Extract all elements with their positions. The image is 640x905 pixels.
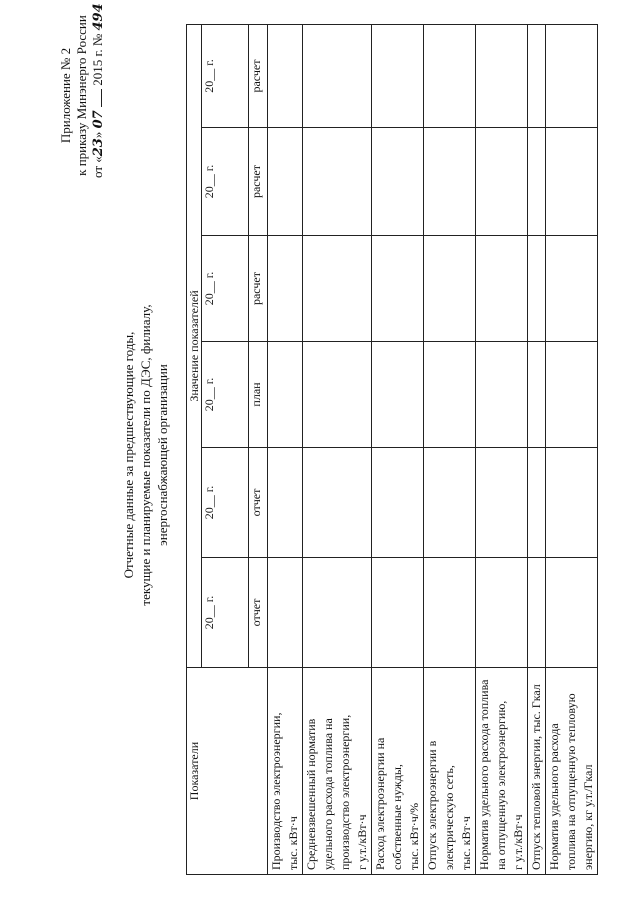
value-cell bbox=[424, 558, 476, 668]
value-cell bbox=[546, 342, 598, 448]
value-cell bbox=[546, 25, 598, 128]
indicator-label bbox=[372, 668, 424, 875]
value-cell bbox=[424, 25, 476, 128]
indicator-label-line: Производство электроэнергии, bbox=[269, 712, 283, 870]
indicator-label-line: электрическую сеть, bbox=[442, 765, 456, 870]
indicator-label-line: Средневзвешенный норматив bbox=[304, 718, 318, 870]
indicator-label-line: тыс. кВт·ч bbox=[459, 816, 473, 870]
value-cell bbox=[546, 558, 598, 668]
type-cell: расчет bbox=[249, 236, 268, 342]
title-line-1: Отчетные данные за предшествующие годы, bbox=[121, 331, 136, 579]
indicator-label-line: Отпуск электроэнергии в bbox=[425, 740, 439, 870]
value-cell bbox=[476, 448, 528, 558]
value-cell bbox=[372, 25, 424, 128]
value-cell bbox=[546, 236, 598, 342]
value-cell bbox=[528, 342, 546, 448]
header-values: Значение показателей bbox=[187, 25, 202, 668]
table-row bbox=[303, 25, 372, 875]
document-title bbox=[120, 280, 171, 630]
value-cell bbox=[424, 236, 476, 342]
type-cell: отчет bbox=[249, 558, 268, 668]
indicator-label-line: энергию, кг у.т./Гкал bbox=[581, 764, 595, 870]
value-cell bbox=[303, 128, 372, 236]
indicator-label-line: удельного расхода топлива на bbox=[321, 718, 335, 870]
year-cell: 20__ г. bbox=[202, 236, 249, 342]
value-cell bbox=[268, 128, 303, 236]
year-cell: 20__ г. bbox=[202, 25, 249, 128]
year-cell: 20__ г. bbox=[202, 342, 249, 448]
indicator-label-line: Отпуск тепловой энергии, тыс. Гкал bbox=[529, 684, 543, 870]
year-cell: 20__ г. bbox=[202, 558, 249, 668]
value-cell bbox=[476, 128, 528, 236]
table-body bbox=[268, 25, 598, 875]
indicators-table bbox=[186, 24, 598, 875]
table-row bbox=[268, 25, 303, 875]
date-year: 2015 г. № bbox=[90, 33, 105, 86]
value-cell bbox=[268, 448, 303, 558]
appendix-order-line: к приказу Минэнерго России bbox=[74, 15, 89, 176]
value-cell bbox=[268, 558, 303, 668]
handwritten-day: 23 bbox=[91, 138, 106, 157]
indicator-label-line: тыс. кВт·ч/% bbox=[407, 802, 421, 870]
indicator-label-line: собственные нужды, bbox=[390, 764, 404, 870]
title-line-3: энергоснабжающей организации bbox=[155, 364, 170, 546]
value-cell bbox=[476, 25, 528, 128]
value-cell bbox=[268, 342, 303, 448]
value-cell bbox=[303, 236, 372, 342]
table-row bbox=[424, 25, 476, 875]
value-cell bbox=[528, 128, 546, 236]
value-cell bbox=[303, 342, 372, 448]
appendix-date-line bbox=[90, 3, 107, 178]
indicator-label-line: г у.т./кВт·ч bbox=[511, 814, 525, 870]
indicator-label-line: на отпущенную электроэнергию, bbox=[494, 700, 508, 870]
value-cell bbox=[424, 128, 476, 236]
value-cell bbox=[528, 25, 546, 128]
value-cell bbox=[528, 448, 546, 558]
value-cell bbox=[303, 558, 372, 668]
value-cell bbox=[372, 236, 424, 342]
value-cell bbox=[476, 558, 528, 668]
appendix-title: Приложение № 2 bbox=[58, 47, 73, 144]
indicator-label-line: г у.т./кВт·ч bbox=[355, 814, 369, 870]
value-cell bbox=[372, 448, 424, 558]
table-row bbox=[528, 25, 546, 875]
handwritten-number: 494 bbox=[91, 3, 106, 31]
indicator-label-line: топлива на отпущенную тепловую bbox=[564, 693, 578, 870]
value-cell bbox=[303, 448, 372, 558]
indicator-label bbox=[268, 668, 303, 875]
table-row bbox=[476, 25, 528, 875]
indicator-label bbox=[303, 668, 372, 875]
value-cell bbox=[476, 342, 528, 448]
indicator-label bbox=[546, 668, 598, 875]
value-cell bbox=[528, 558, 546, 668]
appendix-block bbox=[58, 3, 107, 178]
indicator-label bbox=[528, 668, 546, 875]
value-cell bbox=[546, 128, 598, 236]
indicator-label-line: Норматив удельного расхода bbox=[547, 723, 561, 870]
date-prefix: от « bbox=[90, 156, 105, 178]
indicator-label bbox=[424, 668, 476, 875]
indicator-label bbox=[476, 668, 528, 875]
indicator-label-line: производство электроэнергии, bbox=[338, 714, 352, 870]
type-cell: расчет bbox=[249, 128, 268, 236]
value-cell bbox=[424, 448, 476, 558]
value-cell bbox=[303, 25, 372, 128]
header-indicators: Показатели bbox=[187, 668, 268, 875]
year-cell: 20__ г. bbox=[202, 128, 249, 236]
type-cell: отчет bbox=[249, 448, 268, 558]
type-cell: план bbox=[249, 342, 268, 448]
title-line-2: текущие и планируемые показатели по ДЭС, филиалу, bbox=[138, 304, 153, 606]
value-cell bbox=[528, 236, 546, 342]
indicator-label-line: Расход электроэнергии на bbox=[373, 737, 387, 870]
value-cell bbox=[424, 342, 476, 448]
value-cell bbox=[372, 342, 424, 448]
year-cell: 20__ г. bbox=[202, 448, 249, 558]
value-cell bbox=[546, 448, 598, 558]
value-cell bbox=[268, 236, 303, 342]
value-cell bbox=[372, 558, 424, 668]
handwritten-month: 07 bbox=[91, 110, 106, 129]
value-cell bbox=[476, 236, 528, 342]
type-cell: расчет bbox=[249, 25, 268, 128]
indicator-label-line: тыс. кВт·ч bbox=[286, 816, 300, 870]
table-row bbox=[546, 25, 598, 875]
date-mid: » bbox=[90, 131, 105, 139]
value-cell bbox=[372, 128, 424, 236]
value-cell bbox=[268, 25, 303, 128]
table-row bbox=[372, 25, 424, 875]
indicator-label-line: Норматив удельного расхода топлива bbox=[477, 679, 491, 870]
